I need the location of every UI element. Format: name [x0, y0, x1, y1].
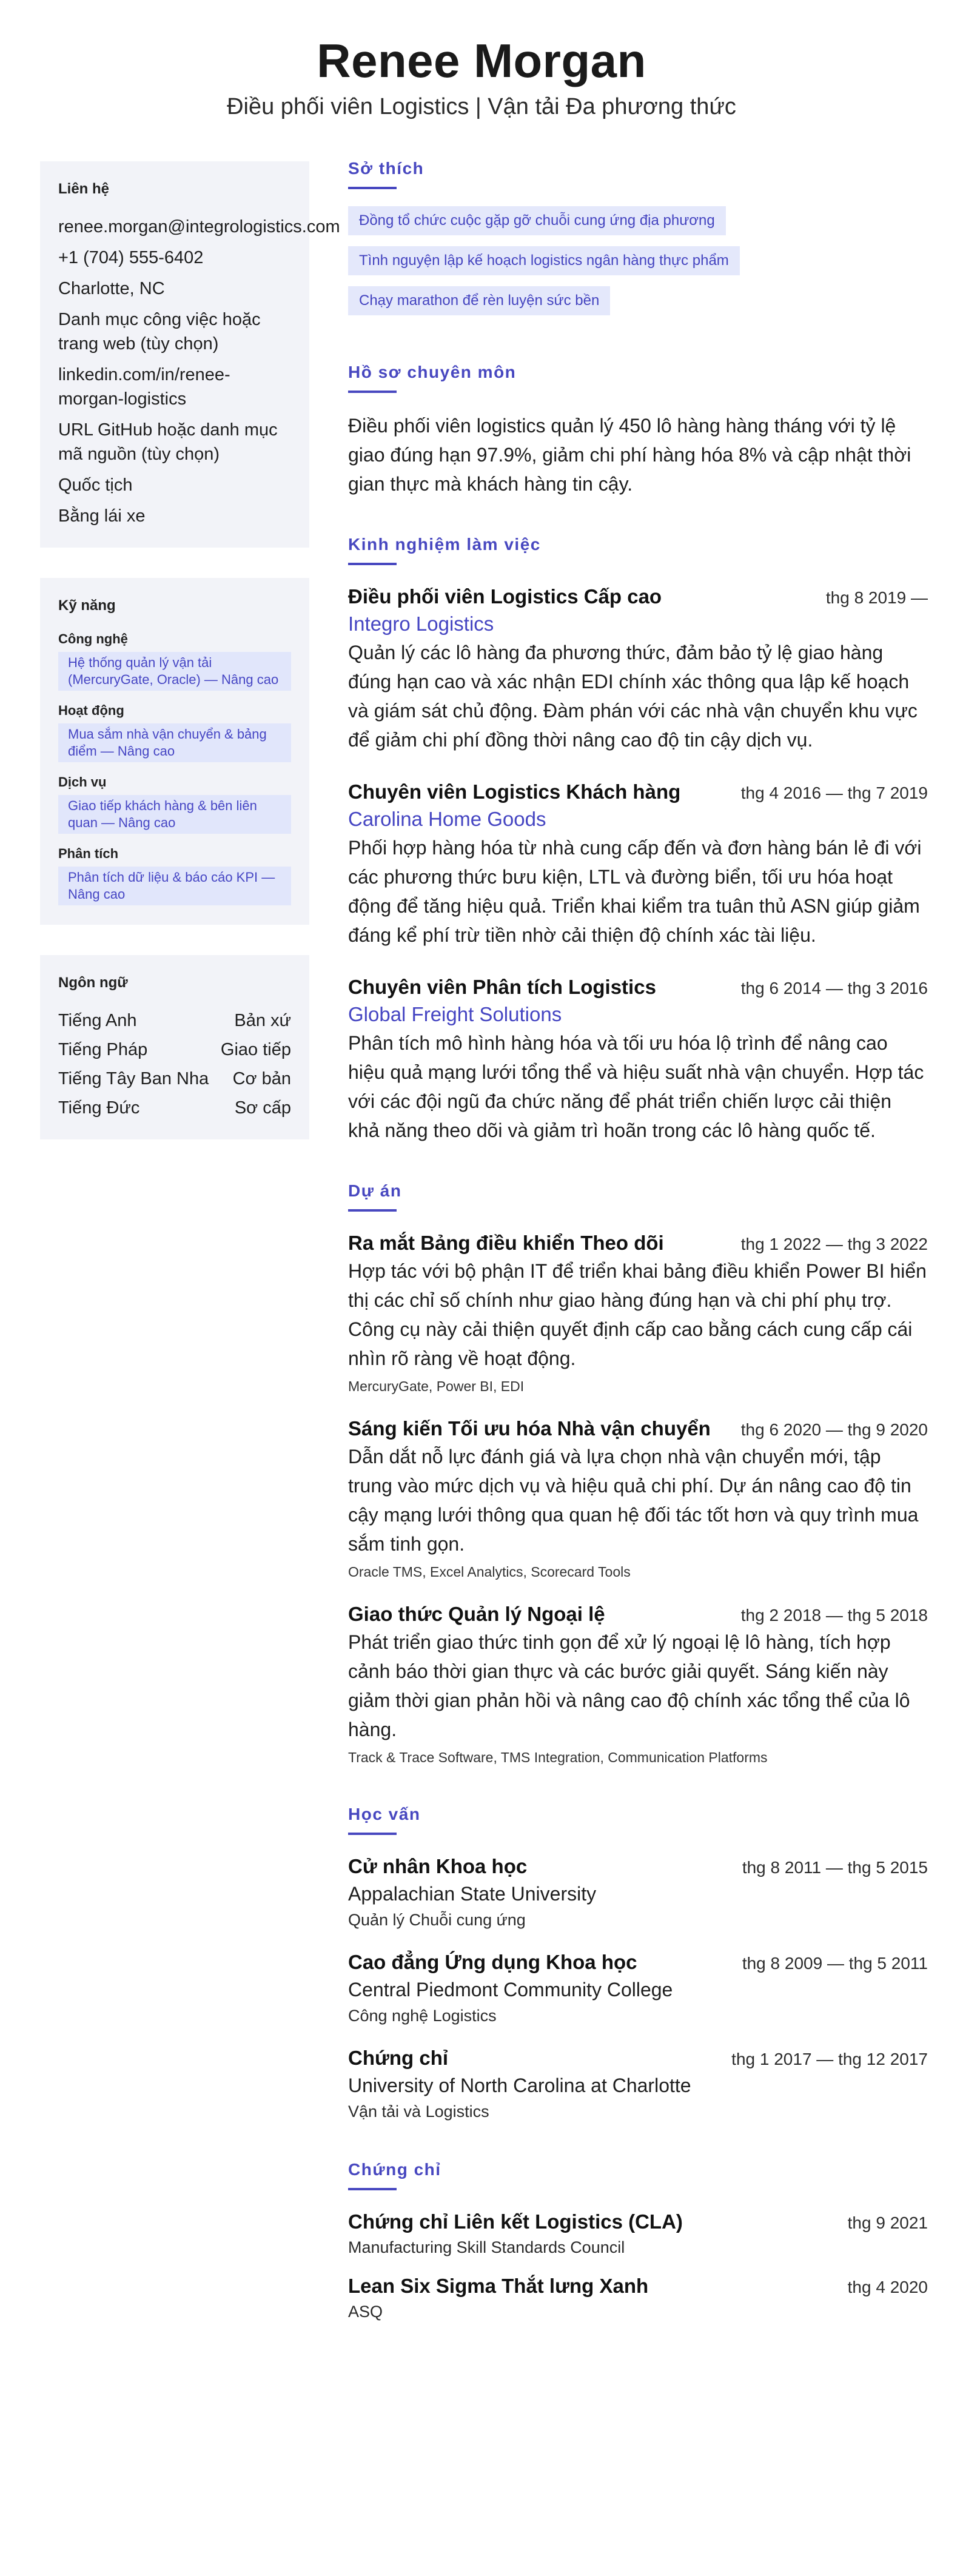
language-row — [58, 1038, 291, 1062]
sidebar — [40, 161, 340, 1170]
interest-chip: Tình nguyện lập kế hoạch logistics ngân hàng thực phẩm — [348, 246, 740, 275]
section-title: Học vấn — [348, 1805, 421, 1823]
employer-name: Integro Logistics — [348, 612, 494, 635]
interest-list — [348, 206, 928, 326]
job-description: Quản lý các lô hàng đa phương thức, đảm bảo tỷ lệ giao hàng đúng hạn cao và xác nhận EDI chính xác thông qua lập kế hoạch và giám sát chủ động. Đàm phán với các nhà vận chuyển khu vực để giảm chi phí đồng thời nâng cao độ tin cậy dịch vụ. — [348, 642, 918, 751]
project-title: Ra mắt Bảng điều khiển Theo dõi — [348, 1232, 664, 1254]
language-row — [58, 1067, 291, 1091]
languages-title: Ngôn ngữ — [58, 974, 128, 991]
field-of-study: Quản lý Chuỗi cung ứng — [348, 1911, 526, 1929]
skills-title: Kỹ năng — [58, 597, 116, 614]
interest-chip: Chạy marathon để rèn luyện sức bền — [348, 286, 610, 315]
employer-name: Carolina Home Goods — [348, 808, 546, 830]
certification-issuer: ASQ — [348, 2303, 383, 2321]
project-tools: Oracle TMS, Excel Analytics, Scorecard Tools — [348, 1564, 631, 1580]
projects-section — [348, 1181, 928, 1768]
contact-portfolio: Danh mục công việc hoặc trang web (tùy chọn) — [58, 310, 261, 354]
job-title: Điều phối viên Logistics Cấp cao — [348, 585, 662, 608]
project-entry — [348, 1230, 928, 1397]
contact-card — [40, 161, 340, 548]
language-level: Cơ bản — [232, 1069, 291, 1088]
field-of-study: Công nghệ Logistics — [348, 2007, 497, 2025]
candidate-headline: Điều phối viên Logistics | Vận tải Đa phương thức — [227, 93, 736, 119]
skill-category: Phân tích — [58, 846, 119, 861]
language-name: Tiếng Pháp — [58, 1040, 148, 1059]
certifications-section — [348, 2160, 928, 2324]
language-row — [58, 1096, 291, 1120]
project-entry — [348, 1415, 928, 1583]
experience-entry — [348, 779, 928, 950]
certification-date: thg 4 2020 — [847, 2278, 928, 2296]
experience-section — [348, 535, 928, 1145]
project-description: Dẫn dắt nỗ lực đánh giá và lựa chọn nhà vận chuyển mới, tập trung vào mức dịch vụ và hiệu quả chi phí. Dự án nâng cao độ tin cậy mạng lưới thông qua quan hệ đối tác tốt hơn và quy trình mua sắm tinh gọn. — [348, 1446, 919, 1555]
job-title: Chuyên viên Logistics Khách hàng — [348, 780, 681, 803]
contact-title: Liên hệ — [58, 181, 110, 197]
section-underline — [348, 391, 397, 393]
certification-date: thg 9 2021 — [847, 2213, 928, 2232]
job-date: thg 4 2016 — thg 7 2019 — [740, 783, 928, 802]
education-date: thg 8 2009 — thg 5 2011 — [742, 1954, 928, 1973]
profile-summary: Điều phối viên logistics quản lý 450 lô hàng hàng tháng với tỷ lệ giao đúng hạn 97.9%, giảm chi phí hàng hóa 8% và cập nhật thời gian thực mà khách hàng tin cậy. — [348, 415, 911, 495]
contact-github: URL GitHub hoặc danh mục mã nguồn (tùy chọn) — [58, 420, 278, 464]
education-entry — [348, 1853, 928, 1932]
skill-chip: Hệ thống quản lý vận tải (MercuryGate, Oracle) — Nâng cao — [58, 652, 291, 691]
contact-email[interactable]: renee.morgan@integrologistics.com — [58, 217, 340, 236]
job-description: Phân tích mô hình hàng hóa và tối ưu hóa lộ trình để nâng cao hiệu quả mạng lưới tổng thể và hiệu suất nhà vận chuyển. Hợp tác với các đội ngũ đa chức năng để phát triển chiến lược cải thiện khả năng theo dõi và giảm trì hoãn trong các lô hàng quốc tế. — [348, 1032, 924, 1141]
degree-title: Chứng chỉ — [348, 2047, 449, 2069]
school-name: Appalachian State University — [348, 1883, 597, 1905]
main-content — [348, 159, 928, 2324]
project-tools: MercuryGate, Power BI, EDI — [348, 1378, 525, 1394]
job-title: Chuyên viên Phân tích Logistics — [348, 976, 656, 998]
language-name: Tiếng Anh — [58, 1011, 137, 1030]
certification-entry — [348, 2273, 928, 2324]
certification-entry — [348, 2209, 928, 2259]
education-entry — [348, 1949, 928, 2028]
interest-chip: Đồng tổ chức cuộc gặp gỡ chuỗi cung ứng địa phương — [348, 206, 726, 235]
section-underline — [348, 1209, 397, 1212]
section-underline — [348, 187, 397, 189]
resume-header — [0, 34, 963, 121]
school-name: University of North Carolina at Charlotte — [348, 2075, 691, 2096]
certification-name: Chứng chỉ Liên kết Logistics (CLA) — [348, 2210, 683, 2233]
language-level: Giao tiếp — [220, 1040, 291, 1059]
project-date: thg 6 2020 — thg 9 2020 — [740, 1420, 928, 1439]
project-tools: Track & Trace Software, TMS Integration, Communication Platforms — [348, 1749, 768, 1765]
field-of-study: Vận tải và Logistics — [348, 2102, 489, 2121]
job-date: thg 6 2014 — thg 3 2016 — [740, 979, 928, 998]
language-name: Tiếng Tây Ban Nha — [58, 1069, 209, 1088]
section-underline — [348, 1833, 397, 1835]
experience-entry — [348, 974, 928, 1145]
project-entry — [348, 1601, 928, 1768]
languages-card — [40, 955, 309, 1139]
skills-card — [40, 578, 309, 925]
job-date: thg 8 2019 — — [825, 588, 928, 607]
school-name: Central Piedmont Community College — [348, 1979, 673, 2001]
degree-title: Cao đẳng Ứng dụng Khoa học — [348, 1951, 637, 1973]
project-title: Giao thức Quản lý Ngoại lệ — [348, 1603, 605, 1625]
education-entry — [348, 2045, 928, 2124]
language-level: Sơ cấp — [234, 1098, 291, 1118]
project-description: Hợp tác với bộ phận IT để triển khai bảng điều khiển Power BI hiển thị các chỉ số chính như giao hàng đúng hạn và chi phí phụ trợ. Công cụ này cải thiện quyết định cấp cao bằng cách cung cấp cái nhìn rõ ràng về hoạt động. — [348, 1260, 927, 1369]
profile-section — [348, 363, 928, 498]
project-date: thg 1 2022 — thg 3 2022 — [740, 1235, 928, 1253]
project-description: Phát triển giao thức tinh gọn để xử lý ngoại lệ lô hàng, tích hợp cảnh báo thời gian thực và các bước giải quyết. Sáng kiến này giảm thời gian phản hồi và nâng cao độ chính xác tổng thể của lô hàng. — [348, 1631, 910, 1740]
education-date: thg 1 2017 — thg 12 2017 — [731, 2050, 928, 2068]
project-date: thg 2 2018 — thg 5 2018 — [740, 1606, 928, 1625]
language-level: Bản xứ — [234, 1011, 291, 1030]
skill-category: Dịch vụ — [58, 774, 107, 790]
contact-nationality: Quốc tịch — [58, 475, 133, 495]
contact-phone[interactable]: +1 (704) 555-6402 — [58, 248, 204, 267]
degree-title: Cử nhân Khoa học — [348, 1855, 528, 1877]
language-name: Tiếng Đức — [58, 1098, 140, 1118]
section-title: Dự án — [348, 1181, 402, 1200]
section-underline — [348, 2188, 397, 2190]
education-section — [348, 1805, 928, 2124]
section-title: Hồ sơ chuyên môn — [348, 363, 517, 381]
certification-name: Lean Six Sigma Thắt lưng Xanh — [348, 2275, 649, 2297]
section-title: Chứng chỉ — [348, 2160, 441, 2179]
contact-linkedin[interactable]: linkedin.com/in/renee-morgan-logistics — [58, 365, 230, 409]
education-date: thg 8 2011 — thg 5 2015 — [742, 1858, 928, 1877]
skill-chip: Giao tiếp khách hàng & bên liên quan — Nâng cao — [58, 795, 291, 834]
project-title: Sáng kiến Tối ưu hóa Nhà vận chuyển — [348, 1417, 711, 1440]
language-row — [58, 1008, 291, 1033]
experience-entry — [348, 583, 928, 754]
skill-chip: Mua sắm nhà vận chuyển & bảng điểm — Nâng cao — [58, 723, 291, 762]
skill-category: Hoạt động — [58, 703, 124, 718]
skill-category: Công nghệ — [58, 631, 128, 646]
skill-chip: Phân tích dữ liệu & báo cáo KPI — Nâng cao — [58, 867, 291, 905]
contact-driving-license: Bằng lái xe — [58, 506, 146, 526]
employer-name: Global Freight Solutions — [348, 1003, 562, 1025]
contact-location: Charlotte, NC — [58, 279, 165, 298]
candidate-name: Renee Morgan — [317, 34, 646, 87]
section-title: Kinh nghiệm làm việc — [348, 535, 541, 554]
interests-section — [348, 159, 928, 326]
certification-issuer: Manufacturing Skill Standards Council — [348, 2238, 625, 2256]
section-underline — [348, 563, 397, 565]
section-title: Sở thích — [348, 159, 424, 178]
job-description: Phối hợp hàng hóa từ nhà cung cấp đến và đơn hàng bán lẻ đi với các phương thức bưu kiện, LTL và đường biển, tối ưu hóa hoạt động để tăng hiệu quả. Triển khai kiểm tra tuân thủ ASN giúp giảm đáng kể phí trừ tiền nhờ cải thiện độ chính xác tài liệu. — [348, 837, 922, 946]
